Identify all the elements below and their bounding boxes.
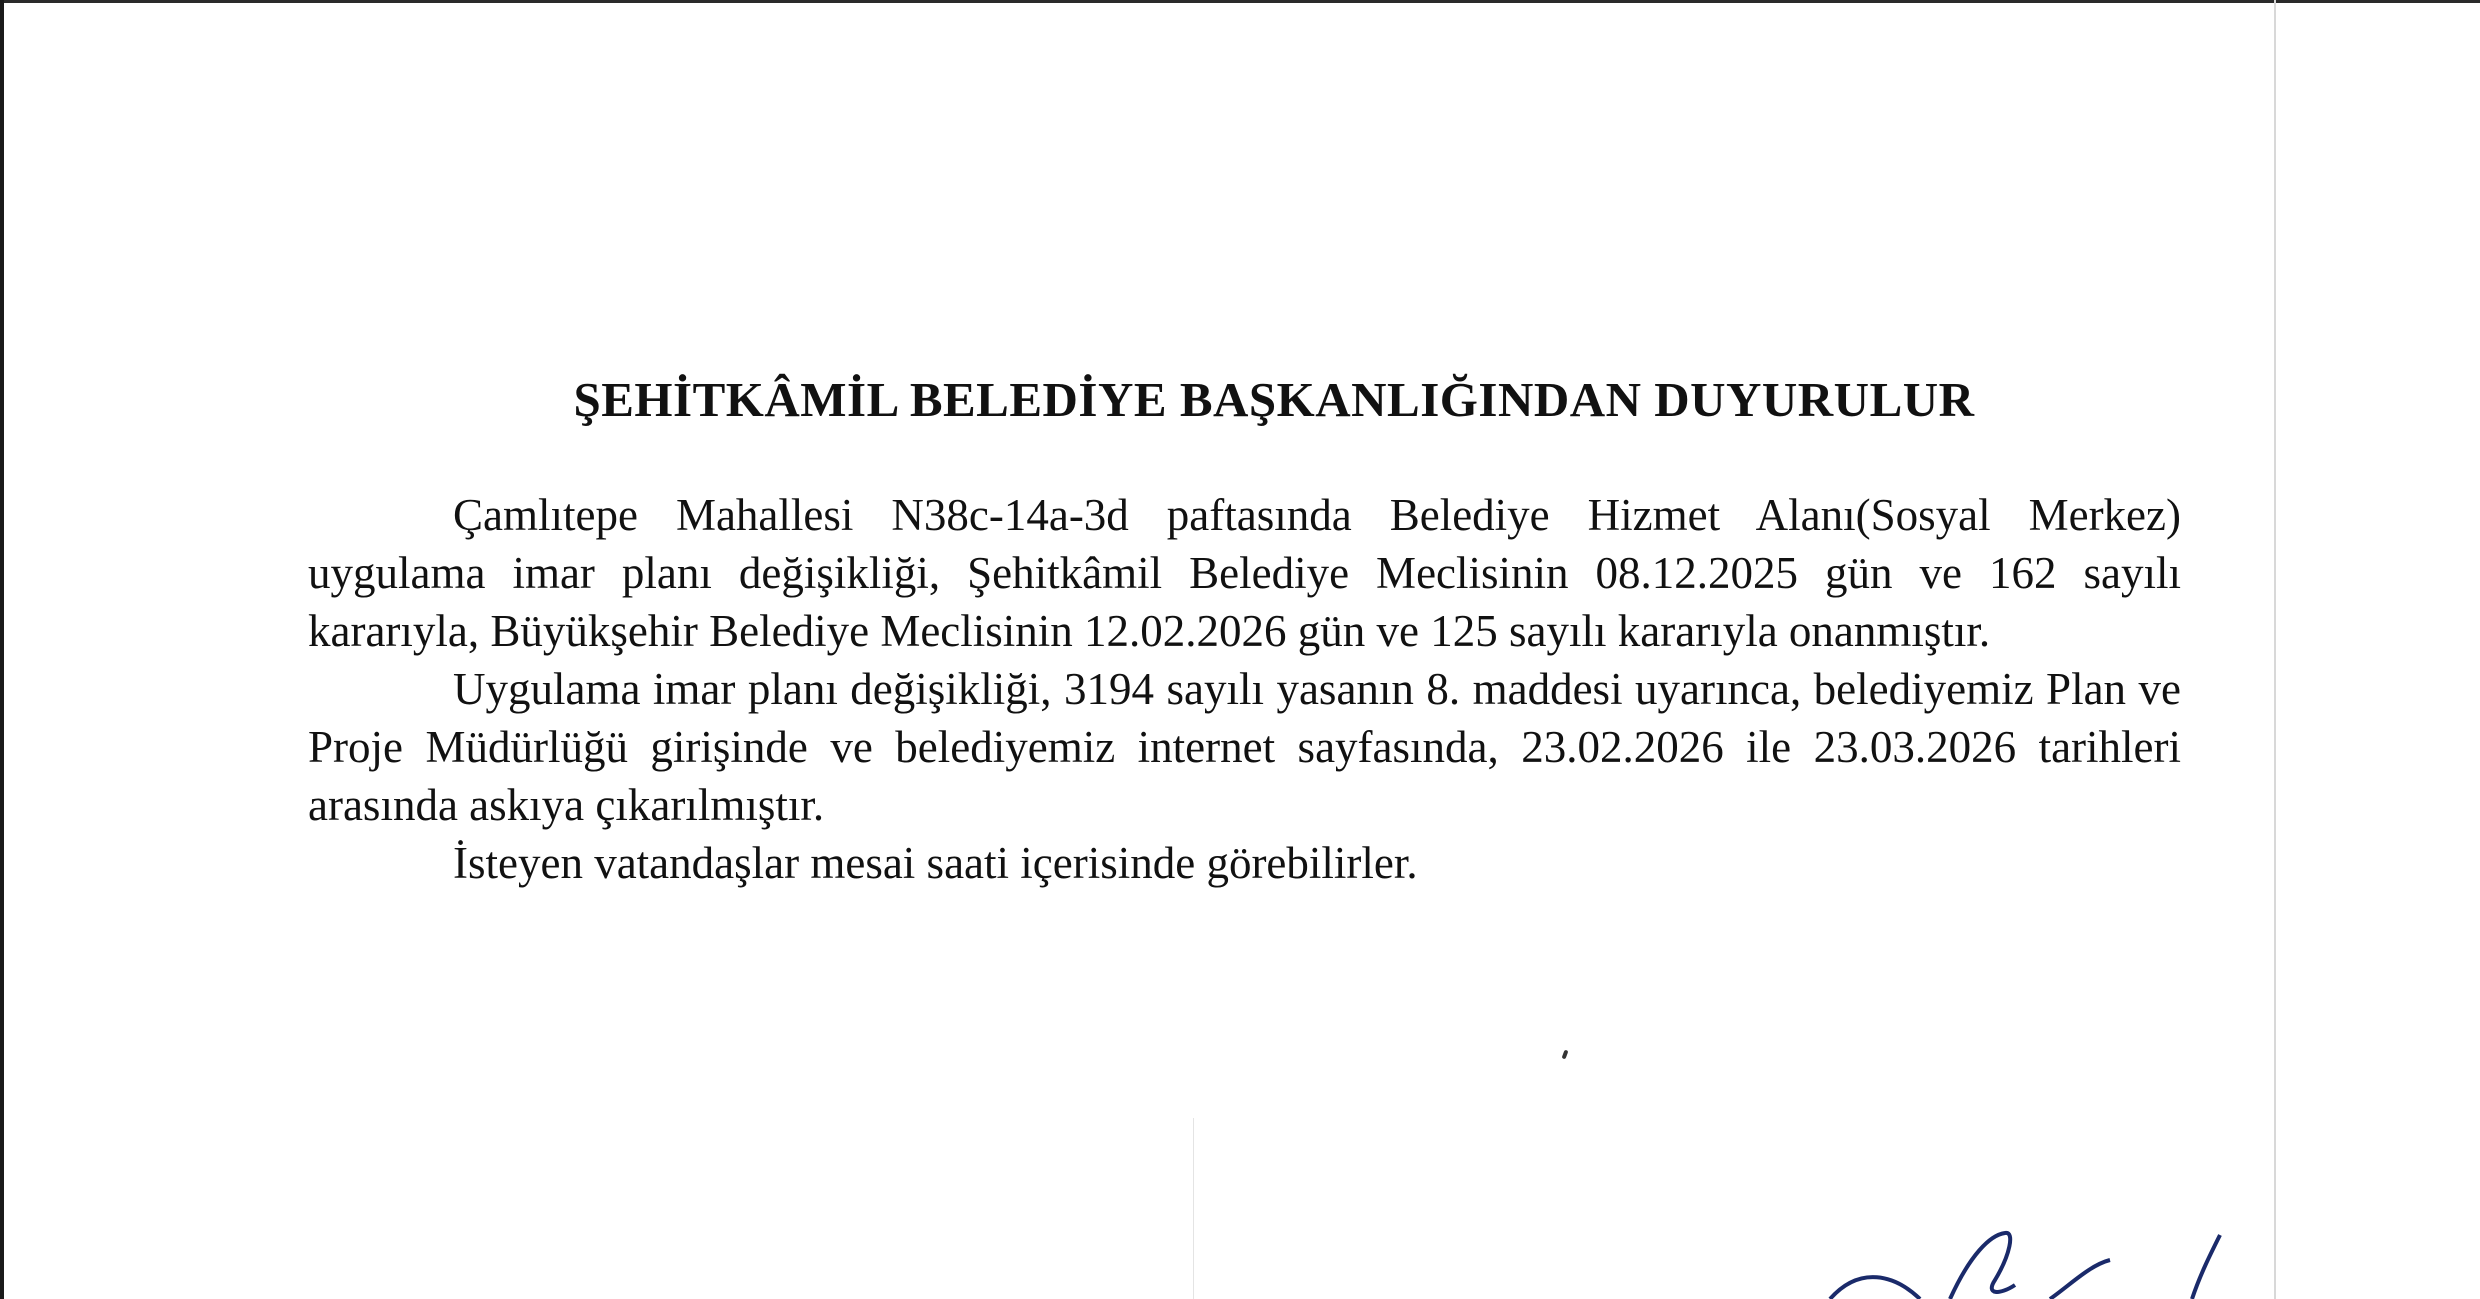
faint-scan-line bbox=[1193, 1118, 1194, 1299]
scan-border-left bbox=[0, 0, 4, 1299]
document-body bbox=[308, 486, 2181, 892]
stray-ink-mark bbox=[1562, 1050, 1569, 1060]
paragraph-plan-approval: Çamlıtepe Mahallesi N38c-14a-3d paftasında Belediye Hizmet Alanı(Sosyal Merkez) uygulama imar planı değişikliği, Şehitkâmil Belediye Meclisinin 08.12.2025 gün ve 162 sayılı kararıyla, Büyükşehir Belediye Meclisinin 12.02.2026 gün ve 125 sayılı kararıyla onanmıştır. bbox=[308, 490, 2181, 656]
paragraph-citizen-notice: İsteyen vatandaşlar mesai saati içerisinde görebilirler. bbox=[453, 838, 1418, 888]
scan-border-top bbox=[0, 0, 2480, 3]
scan-edge-right bbox=[2274, 0, 2276, 1299]
signature-graphic bbox=[1800, 1225, 2250, 1299]
paragraph-public-display: Uygulama imar planı değişikliği, 3194 sayılı yasanın 8. maddesi uyarınca, belediyemiz Plan ve Proje Müdürlüğü girişinde ve belediyemiz internet sayfasında, 23.02.2026 ile 23.03.2026 tarihleri arasında askıya çıkarılmıştır. bbox=[308, 664, 2181, 830]
document-title: ŞEHİTKÂMİL BELEDİYE BAŞKANLIĞINDAN DUYURULUR bbox=[573, 372, 1975, 427]
